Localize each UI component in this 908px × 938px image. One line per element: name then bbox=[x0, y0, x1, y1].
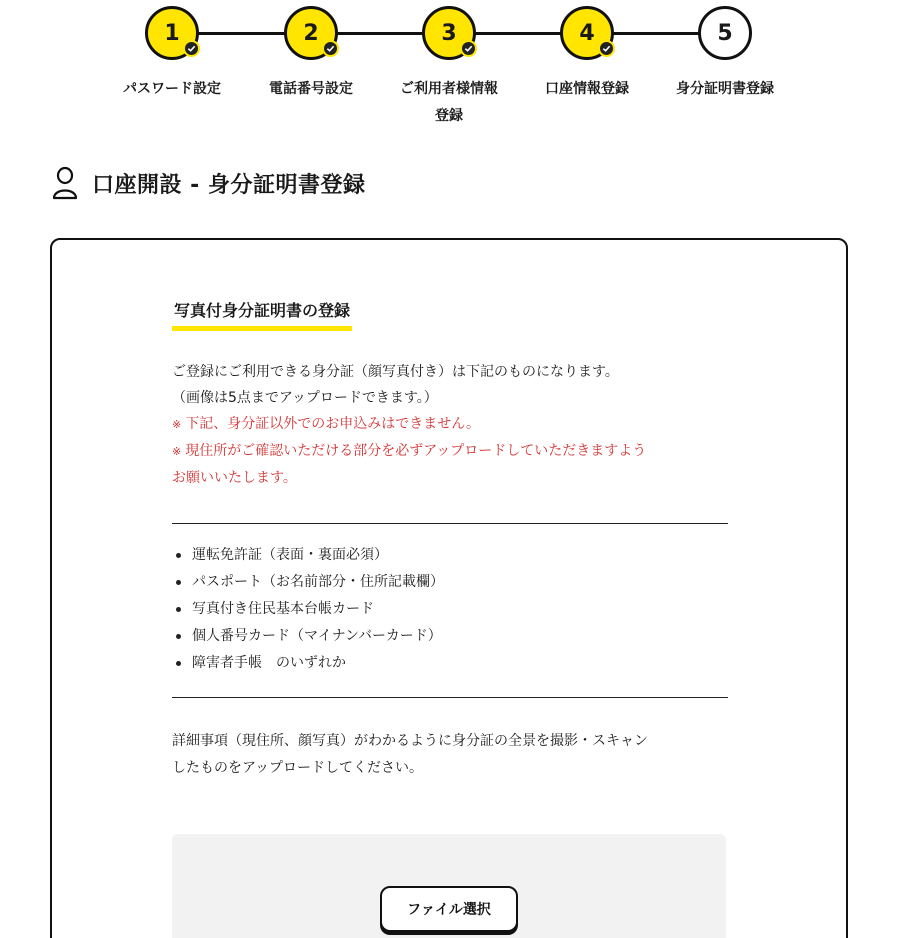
step-circle bbox=[422, 6, 476, 60]
step-2 bbox=[241, 6, 381, 103]
step-label-line2: 登録 bbox=[435, 108, 463, 124]
step-label-line1: ご利用者様情報 bbox=[400, 81, 498, 97]
warning-2 bbox=[172, 438, 728, 491]
step-number: 1 bbox=[164, 20, 180, 46]
id-upload-card bbox=[50, 238, 848, 938]
page-title: 口座開設 - 身分証明書登録 bbox=[92, 172, 366, 198]
step-1 bbox=[102, 6, 242, 103]
section-title: 写真付身分証明書の登録 bbox=[172, 300, 352, 331]
intro-text bbox=[172, 359, 728, 411]
check-icon bbox=[598, 40, 615, 57]
id-type-list bbox=[172, 542, 728, 677]
step-circle bbox=[145, 6, 199, 60]
step-circle bbox=[698, 6, 752, 60]
step-label: 身分証明書登録 bbox=[676, 81, 774, 97]
list-item: 写真付き住民基本台帳カード bbox=[172, 596, 728, 623]
detail-line-2: したものをアップロードしてください。 bbox=[172, 760, 424, 776]
step-number: 5 bbox=[717, 20, 733, 46]
divider bbox=[172, 697, 728, 698]
step-number: 2 bbox=[303, 20, 319, 46]
check-icon bbox=[322, 40, 339, 57]
list-item: 個人番号カード（マイナンバーカード） bbox=[172, 623, 728, 650]
card-content bbox=[172, 300, 728, 782]
step-label: 口座情報登録 bbox=[545, 81, 629, 97]
detail-text bbox=[172, 728, 728, 782]
list-item: 運転免許証（表面・裏面必須） bbox=[172, 542, 728, 569]
upload-area[interactable] bbox=[172, 834, 726, 938]
step-label: パスワード設定 bbox=[123, 81, 221, 97]
file-select-button[interactable]: ファイル選択 bbox=[380, 886, 518, 932]
step-circle bbox=[560, 6, 614, 60]
detail-line-1: 詳細事項（現住所、顔写真）がわかるように身分証の全景を撮影・スキャン bbox=[172, 733, 648, 749]
divider bbox=[172, 523, 728, 524]
warning-1-text: 下記、身分証以外でのお申込みはできません。 bbox=[185, 416, 481, 432]
warning-2-line-1: 現住所がご確認いただける部分を必ずアップロードしていただきますよう bbox=[185, 443, 647, 459]
check-icon bbox=[460, 40, 477, 57]
page-heading bbox=[52, 166, 365, 200]
warning-1 bbox=[172, 411, 728, 438]
list-item: 障害者手帳 のいずれか bbox=[172, 650, 728, 677]
step-label bbox=[379, 76, 519, 130]
step-5 bbox=[655, 6, 795, 103]
warning-2-line-2: お願いいたします。 bbox=[172, 470, 297, 486]
list-item: パスポート（お名前部分・住所記載欄） bbox=[172, 569, 728, 596]
intro-line-2: （画像は5点までアップロードできます。） bbox=[172, 390, 438, 406]
step-label: 電話番号設定 bbox=[269, 81, 353, 97]
warning-mark: ※ bbox=[172, 418, 182, 431]
person-icon bbox=[52, 166, 78, 200]
warning-mark: ※ bbox=[172, 445, 182, 458]
progress-stepper bbox=[0, 0, 908, 130]
step-3 bbox=[379, 6, 519, 130]
intro-line-1: ご登録にご利用できる身分証（顔写真付き）は下記のものになります。 bbox=[172, 364, 619, 380]
step-4 bbox=[517, 6, 657, 103]
step-number: 3 bbox=[441, 20, 457, 46]
step-circle bbox=[284, 6, 338, 60]
check-icon bbox=[183, 40, 200, 57]
step-number: 4 bbox=[579, 20, 595, 46]
